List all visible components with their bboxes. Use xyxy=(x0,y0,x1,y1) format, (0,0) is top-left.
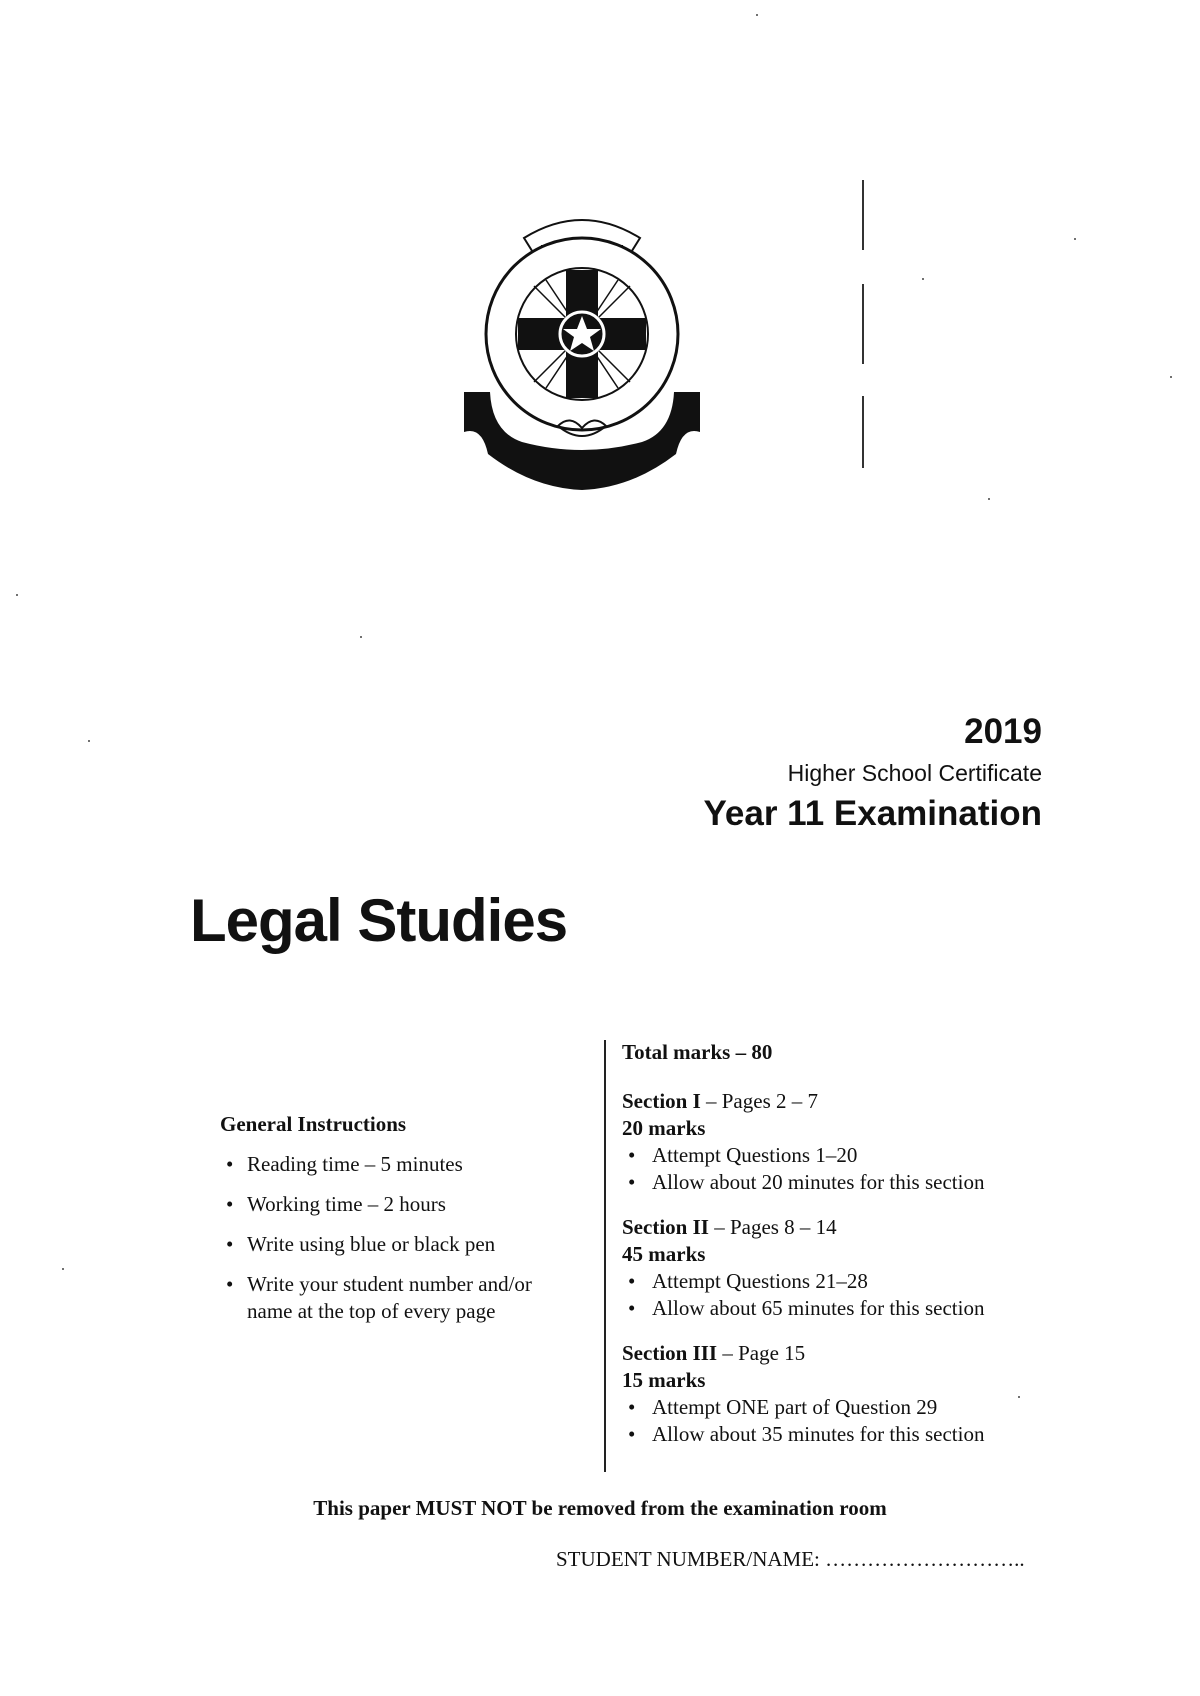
scan-speck xyxy=(922,278,924,280)
scan-speck xyxy=(756,14,758,16)
section-pages: – Page 15 xyxy=(717,1341,806,1365)
certificate-name: Higher School Certificate xyxy=(787,760,1042,786)
section-name: Section II xyxy=(622,1215,709,1239)
scan-speck xyxy=(1074,238,1076,240)
section-pages: – Pages 2 – 7 xyxy=(700,1089,818,1113)
scan-speck xyxy=(360,636,362,638)
section-item: • Allow about 65 minutes for this section xyxy=(622,1295,984,1322)
college-crest xyxy=(462,196,702,516)
section-marks: 20 marks xyxy=(622,1116,706,1140)
column-divider xyxy=(604,1040,606,1472)
scan-speck xyxy=(988,498,990,500)
section-marks: 45 marks xyxy=(622,1242,706,1266)
total-marks: Total marks – 80 xyxy=(622,1040,773,1064)
marks-summary xyxy=(622,1038,984,1466)
section-item: • Attempt Questions 21–28 xyxy=(622,1268,984,1295)
instruction-item: • Working time – 2 hours xyxy=(220,1191,567,1218)
section-marks: 15 marks xyxy=(622,1368,706,1392)
instruction-item: • Reading time – 5 minutes xyxy=(220,1151,567,1178)
scan-speck xyxy=(62,1268,64,1270)
scan-speck xyxy=(1170,376,1172,378)
section-item: • Attempt ONE part of Question 29 xyxy=(622,1394,984,1421)
scan-speck xyxy=(88,740,90,742)
crest-emblem-icon xyxy=(462,196,702,516)
removal-notice: This paper MUST NOT be removed from the examination room xyxy=(313,1496,887,1520)
section-title xyxy=(622,1340,984,1367)
exam-header xyxy=(703,712,1042,836)
section-title xyxy=(622,1088,984,1115)
section-item: • Allow about 35 minutes for this section xyxy=(622,1421,984,1448)
section-pages: – Pages 8 – 14 xyxy=(708,1215,837,1239)
student-number-field[interactable]: STUDENT NUMBER/NAME: ……………………….. xyxy=(556,1547,1025,1571)
exam-year: 2019 xyxy=(964,712,1042,751)
section-item: • Allow about 20 minutes for this section xyxy=(622,1169,984,1196)
section-block xyxy=(622,1340,984,1448)
section-name: Section III xyxy=(622,1341,718,1365)
scan-speck xyxy=(16,594,18,596)
crest-margin-line xyxy=(862,284,864,364)
general-instructions-heading: General Instructions xyxy=(220,1112,407,1136)
section-title xyxy=(622,1214,984,1241)
section-item: • Attempt Questions 1–20 xyxy=(622,1142,984,1169)
scan-speck xyxy=(1018,1396,1020,1398)
general-instructions xyxy=(220,1112,567,1338)
instruction-item: • Write your student number and/or name at the top of every page xyxy=(220,1271,567,1325)
crest-margin-line xyxy=(862,180,864,250)
exam-name: Year 11 Examination xyxy=(703,794,1042,833)
subject-title: Legal Studies xyxy=(190,887,568,954)
section-name: Section I xyxy=(622,1089,701,1113)
section-block xyxy=(622,1214,984,1322)
instruction-item: • Write using blue or black pen xyxy=(220,1231,567,1258)
section-block xyxy=(622,1088,984,1196)
crest-margin-line xyxy=(862,396,864,468)
